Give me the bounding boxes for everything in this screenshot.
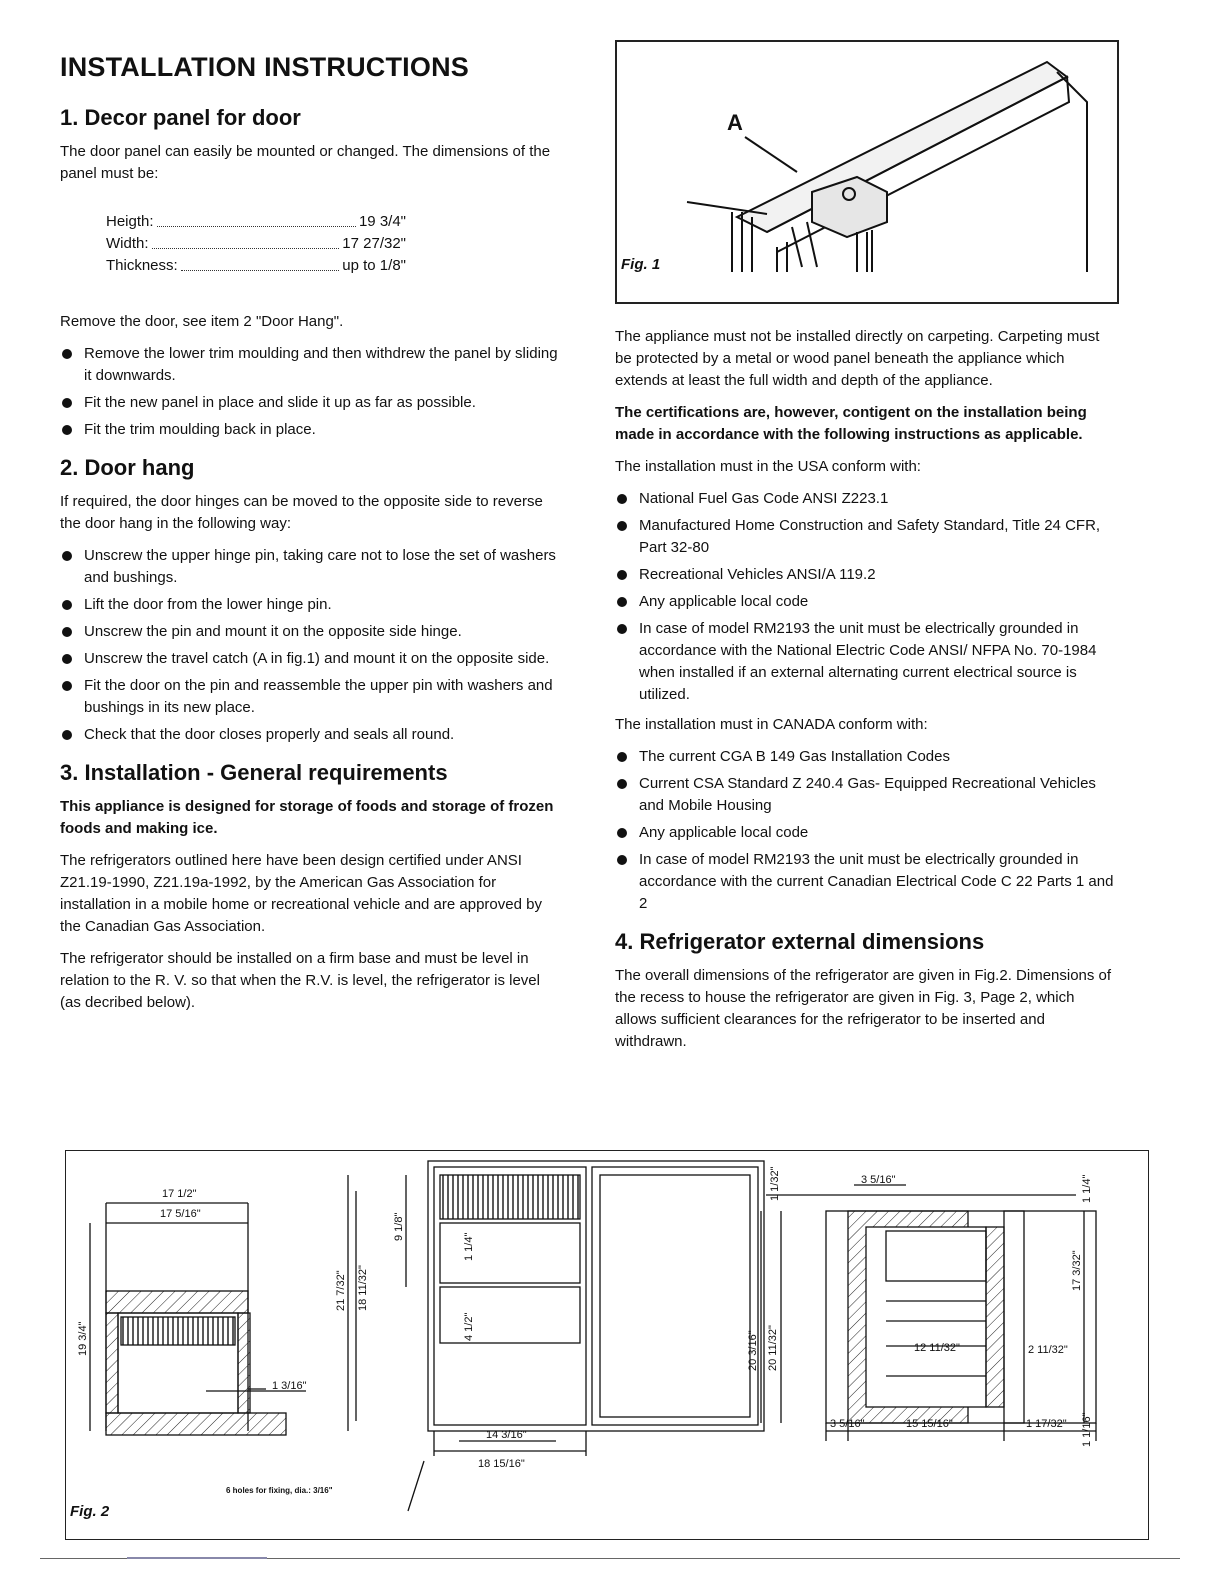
section1-bullets — [60, 343, 560, 441]
dim-front-small-b: 4 1/2" — [463, 1312, 475, 1341]
list-item: Manufactured Home Construction and Safety Standard, Title 24 CFR, Part 32-80 — [615, 515, 1120, 559]
dim-left-height: 19 3/4" — [77, 1321, 89, 1356]
right-column — [615, 40, 1120, 1063]
dim-flange: 1 3/16" — [272, 1380, 307, 1392]
list-item: In case of model RM2193 the unit must be electrically grounded in accordance with the National Electric Code ANSI/ NFPA No. 70-1984 when installed if an external alternating current electrical source is utilized. — [615, 618, 1120, 706]
section3-para2: The refrigerator should be installed on a firm base and must be level in relation to the R. V. so that when the R.V. is level, the refrigerator is level (as decribed below). — [60, 950, 540, 1011]
dim-side-right-height: 17 3/32" — [1071, 1250, 1083, 1291]
list-item: Recreational Vehicles ANSI/A 119.2 — [615, 564, 1120, 586]
dot-leader — [152, 233, 340, 249]
dim-side-top-right: 1 1/4" — [1081, 1174, 1093, 1203]
list-item: National Fuel Gas Code ANSI Z223.1 — [615, 488, 1120, 510]
list-item: Fit the door on the pin and reassemble the upper pin with washers and bushings in its new place. — [60, 675, 560, 719]
dim-side-top-gap: 3 5/16" — [861, 1174, 896, 1186]
certification-paragraph: The certifications are, however, contigent on the installation being made in accordance with the following instructions as applicable. — [615, 404, 1087, 443]
section1-intro: The door panel can easily be mounted or changed. The dimensions of the panel must be: — [60, 143, 551, 182]
panel-dimensions — [106, 211, 560, 277]
section2-bullets — [60, 545, 560, 746]
carpet-paragraph: The appliance must not be installed directly on carpeting. Carpeting must be protected by a metal or wood panel beneath the appliance which extends at least the full width and depth of the appliance. — [615, 328, 1100, 389]
page-title: INSTALLATION INSTRUCTIONS — [60, 52, 469, 82]
figure-1-drawing — [617, 42, 1117, 302]
list-item: Lift the door from the lower hinge pin. — [60, 594, 560, 616]
list-item: In case of model RM2193 the unit must be electrically grounded in accordance with the current Canadian Electrical Code C 22 Parts 1 and 2 — [615, 849, 1120, 915]
figure-2-drawing — [66, 1151, 1148, 1539]
section1-remove-text: Remove the door, see item 2 "Door Hang". — [60, 313, 344, 330]
dim-front-outer-width: 18 15/16" — [478, 1458, 525, 1470]
left-column — [60, 52, 560, 1024]
dim-side-bottom-right: 1 17/32" — [1026, 1418, 1067, 1430]
list-item: Current CSA Standard Z 240.4 Gas- Equipped Recreational Vehicles and Mobile Housing — [615, 773, 1120, 817]
list-item: The current CGA B 149 Gas Installation Codes — [615, 746, 1120, 768]
dim-side-bottom-small: 1 1/16" — [1081, 1412, 1093, 1447]
section4-heading: 4. Refrigerator external dimensions — [615, 929, 985, 954]
list-item: Fit the new panel in place and slide it up as far as possible. — [60, 392, 560, 414]
section2-heading: 2. Door hang — [60, 455, 195, 480]
dim-side-top-left: 1 1/32" — [769, 1166, 781, 1201]
dim-label: Thickness: — [106, 257, 178, 274]
section4-text: The overall dimensions of the refrigerator are given in Fig.2. Dimensions of the recess to house the refrigerator are given in Fig. 3, Page 2, which allows sufficient clearances for the refrigerator to be inserted and withdrawn. — [615, 967, 1112, 1050]
canada-intro: The installation must in CANADA conform with: — [615, 716, 928, 733]
dim-side-height-a: 20 3/16" — [747, 1330, 759, 1371]
dim-top-width-outer: 17 1/2" — [162, 1188, 197, 1200]
dim-value: 19 3/4" — [358, 213, 406, 230]
fig1-label: Fig. 1 — [621, 256, 661, 273]
dim-front-height-a: 21 7/32" — [335, 1270, 347, 1311]
dim-side-bottom-mid: 15 15/16" — [906, 1418, 953, 1430]
fig2-label: Fig. 2 — [70, 1503, 110, 1520]
list-item: Unscrew the pin and mount it on the opposite side hinge. — [60, 621, 560, 643]
dim-front-upper: 9 1/8" — [393, 1212, 405, 1241]
list-item: Any applicable local code — [615, 822, 1120, 844]
dot-leader — [157, 211, 356, 227]
dim-side-inner: 12 11/32" — [914, 1342, 960, 1354]
list-item: Fit the trim moulding back in place. — [60, 419, 560, 441]
dim-value: 17 27/32" — [342, 235, 406, 252]
dim-front-inner-width: 14 3/16" — [486, 1429, 527, 1441]
list-item: Unscrew the travel catch (A in fig.1) and mount it on the opposite side. — [60, 648, 560, 670]
dim-row-width — [106, 233, 406, 255]
dim-row-thickness — [106, 255, 406, 277]
dim-front-small-a: 1 1/4" — [463, 1232, 475, 1261]
list-item: Remove the lower trim moulding and then withdrew the panel by sliding it downwards. — [60, 343, 560, 387]
section3-para1: The refrigerators outlined here have been design certified under ANSI Z21.19-1990, Z21.19a-1992, by the American Gas Association for installation in a mobile home or recreational vehicle and are approved by the Canadian Gas Association. — [60, 852, 542, 935]
figure-1 — [615, 40, 1119, 304]
section1-heading: 1. Decor panel for door — [60, 105, 301, 130]
section3-heading: 3. Installation - General requirements — [60, 760, 448, 785]
usa-intro: The installation must in the USA conform with: — [615, 458, 921, 475]
dim-side-bottom-left: 3 5/16" — [830, 1418, 865, 1430]
list-item: Unscrew the upper hinge pin, taking care not to lose the set of washers and bushings. — [60, 545, 560, 589]
holes-note: 6 holes for fixing, dia.: 3/16" — [226, 1486, 333, 1495]
dim-top-width-inner: 17 5/16" — [160, 1208, 201, 1220]
dot-leader — [181, 255, 340, 271]
dim-value: up to 1/8" — [342, 257, 406, 274]
bottom-accent-line — [127, 1557, 267, 1559]
list-item: Check that the door closes properly and seals all round. — [60, 724, 560, 746]
dim-front-height-b: 18 11/32" — [357, 1265, 369, 1311]
figure-2 — [65, 1150, 1149, 1540]
list-item: Any applicable local code — [615, 591, 1120, 613]
fig1-callout-a: A — [727, 110, 743, 135]
usa-bullets — [615, 488, 1120, 706]
dim-row-height — [106, 211, 406, 233]
section2-intro: If required, the door hinges can be moved to the opposite side to reverse the door hang in the following way: — [60, 493, 543, 532]
canada-bullets — [615, 746, 1120, 915]
section3-bold-text: This appliance is designed for storage of foods and storage of frozen foods and making ice. — [60, 798, 554, 837]
dim-side-height-b: 20 11/32" — [767, 1325, 779, 1371]
dim-label: Heigth: — [106, 213, 154, 230]
dim-label: Width: — [106, 235, 149, 252]
dim-side-right-gap: 2 11/32" — [1028, 1344, 1068, 1356]
